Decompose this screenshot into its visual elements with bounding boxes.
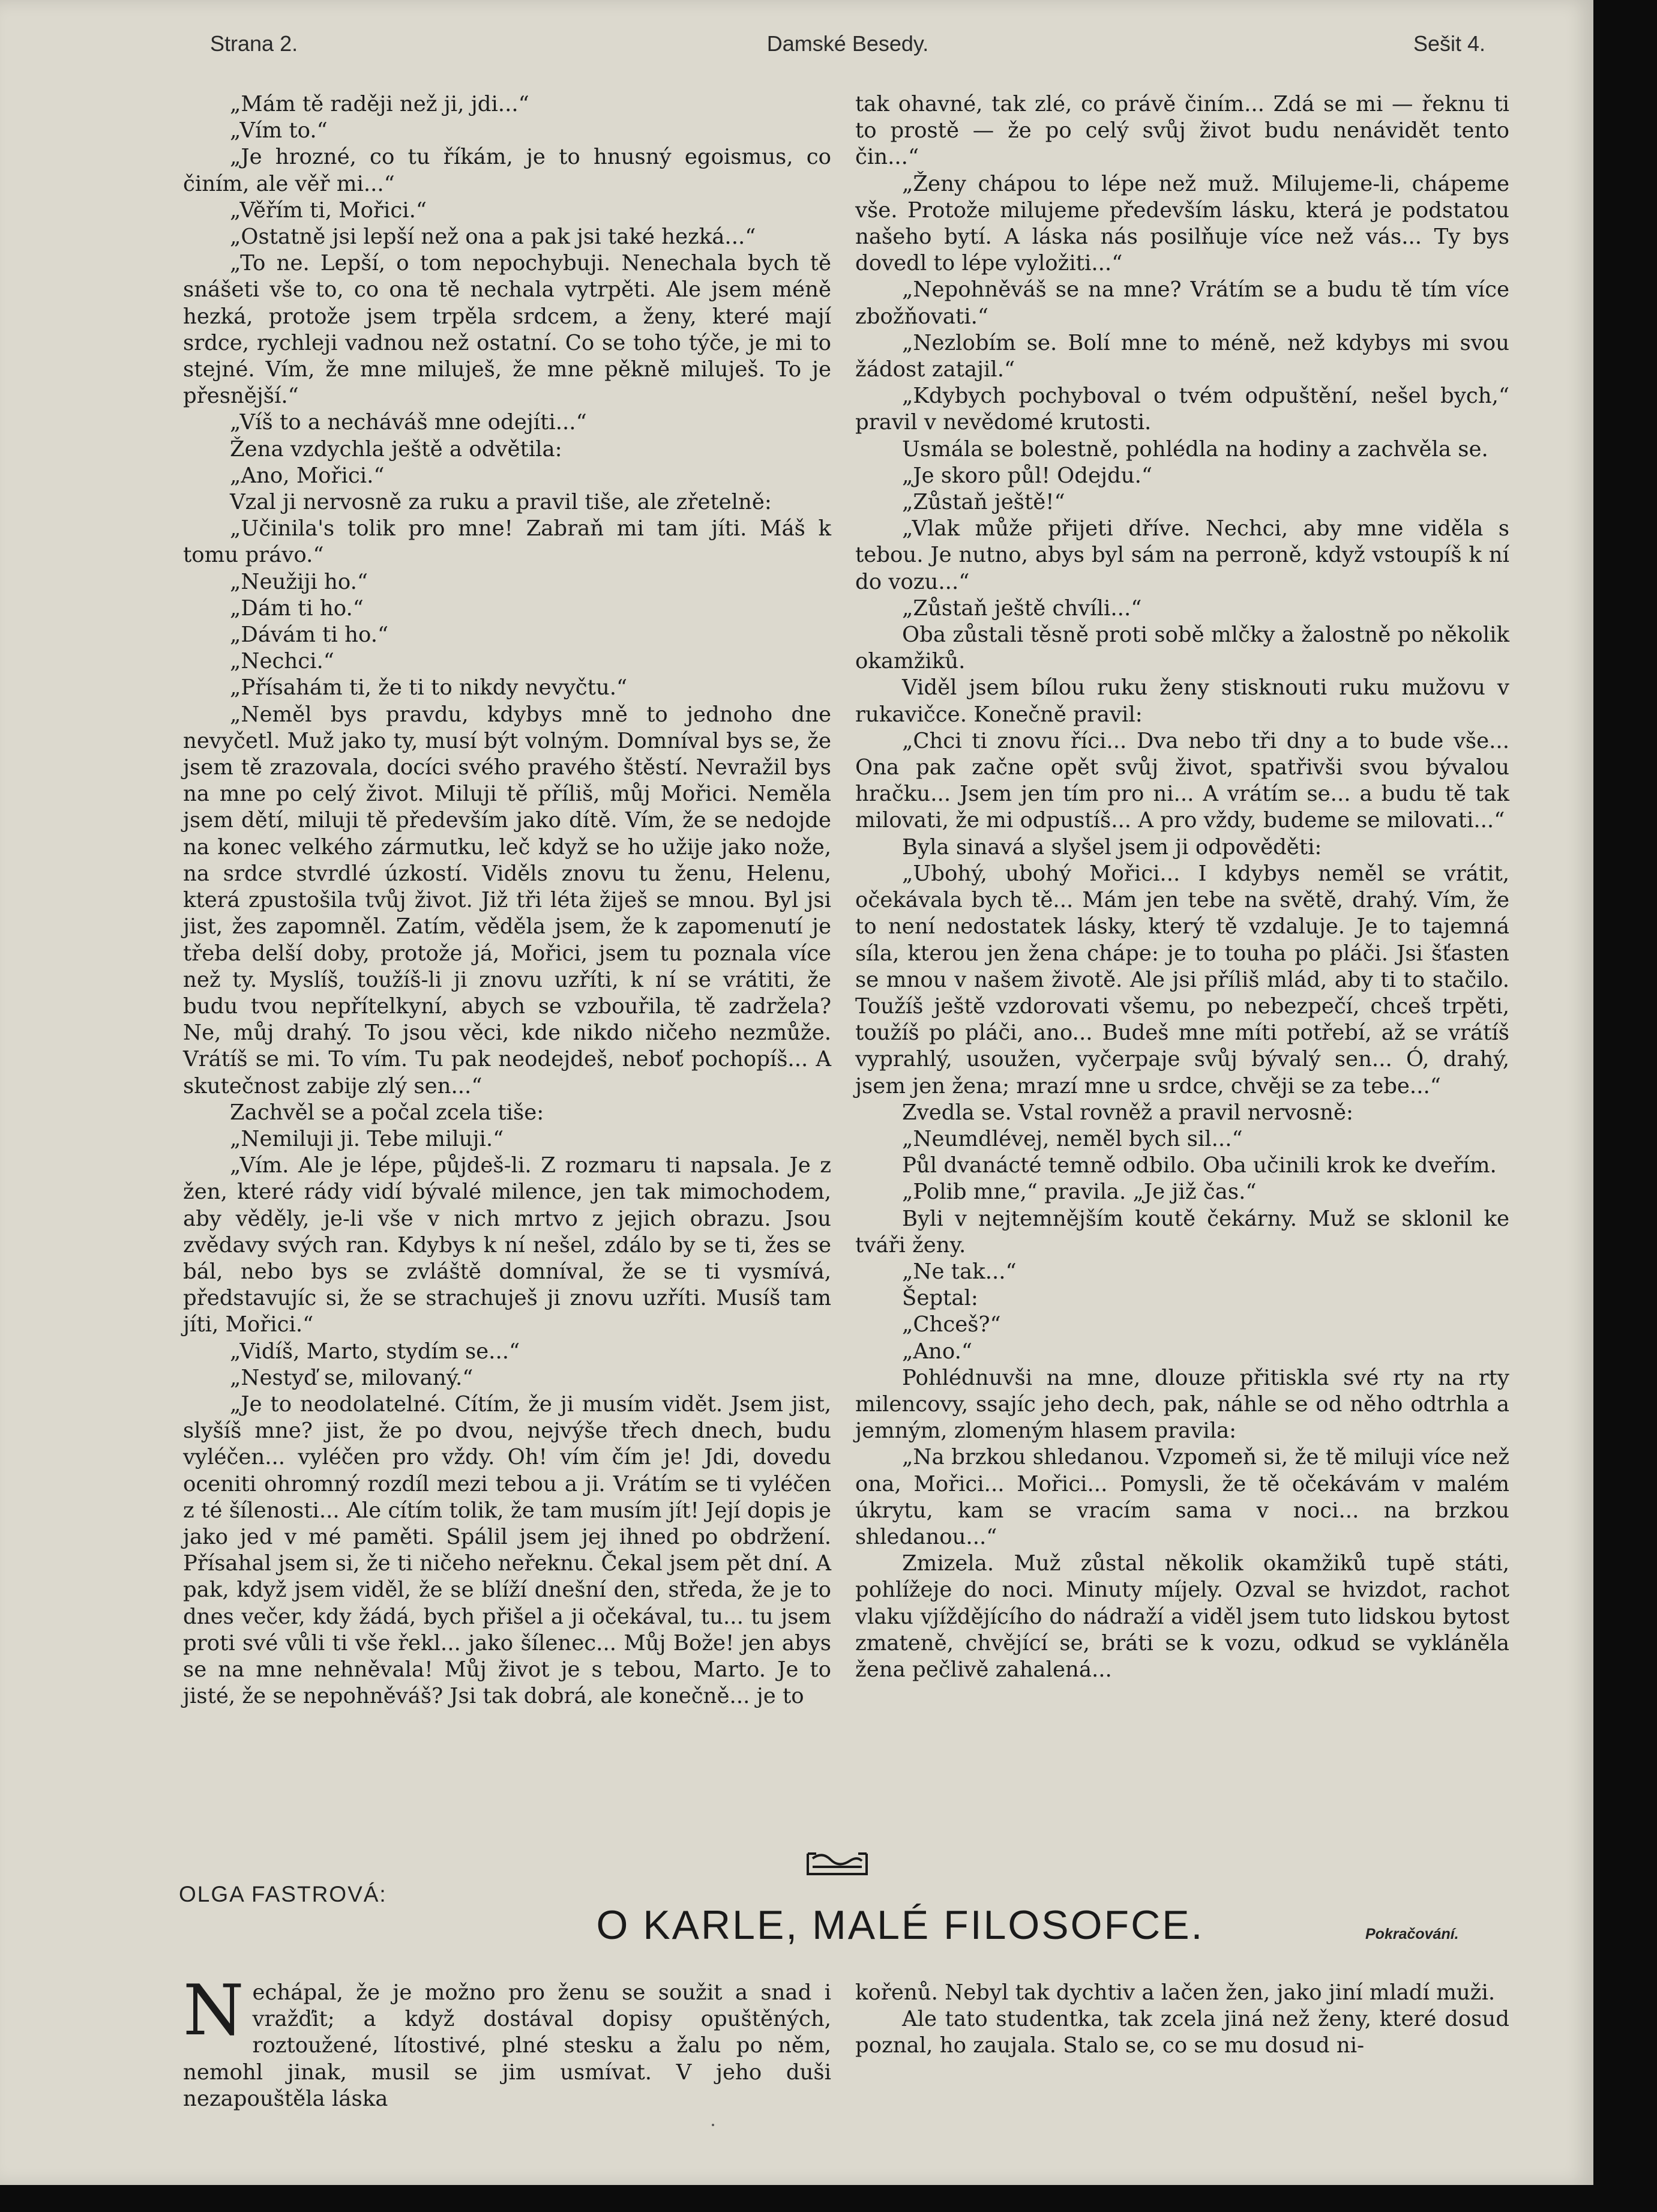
paragraph: „Nechci.“ — [230, 649, 334, 674]
paragraph: Zvedla se. Vstal rovněž a pravil nervosně: — [902, 1100, 1353, 1125]
paragraph: „Vím to.“ — [230, 118, 328, 143]
drop-cap: N — [183, 1970, 244, 2051]
paragraph: tak ohavné, tak zlé, co právě činím... Zdá se mi — řeknu ti to prostě — že po celý svůj život budu nenávidět tento čin...“ — [855, 92, 1509, 170]
paragraph: kořenů. Nebyl tak dychtiv a lačen žen, jako jiní mladí muži. — [855, 1980, 1496, 2005]
continued-note: Pokračování. — [1365, 1926, 1459, 1942]
paragraph: „Věřím ti, Mořici.“ — [230, 197, 427, 223]
paragraph: „Je hrozné, co tu říkám, je to hnusný egoismus, co činím, ale věř mi...“ — [183, 145, 831, 196]
paragraph: Půl dvanácté temně odbilo. Oba učinili krok ke dveřím. — [902, 1153, 1497, 1178]
paragraph: „Dávám ti ho.“ — [230, 622, 389, 648]
paragraph: „Ostatně jsi lepší než ona a pak jsi také hezká...“ — [230, 225, 756, 250]
paragraph: Usmála se bolestně, pohlédla na hodiny a zachvěla se. — [902, 436, 1488, 462]
paragraph: „Vlak může přijeti dříve. Nechci, aby mne viděla s tebou. Je nutno, abys byl sám na perroně, když vstoupíš k ní do vozu...“ — [855, 516, 1509, 594]
paragraph: „Neumdlévej, neměl bych sil...“ — [902, 1126, 1243, 1151]
paragraph: „Je to neodolatelné. Cítím, že ji musím vidět. Jsem jist, slyšíš mne? jist, že po dvou, nejvýše třech dnech, budu vyléčen... vyléčen pro vždy. Oh! vím čím je! Jdi, dovedu oceniti ohromný rozdíl mezi tebou a ji. Vrátím se ti vyléčen z té šílenosti... Ale cítím tolik, že tam musím jít! Její dopis je jako jed v mé paměti. Spálil jsem jej ihned po obdržení. Přísahal jsem si, že ti ničeho neřeknu. Čekal jsem pět dní. A pak, když jsem viděl, že se blíží dnešní den, středa, že je to dnes večer, kdy žádá, bych přišel a ji očekával, tu... tu jsem proti své vůli ti vše řekl... jako šílenec... Můj Bože! jen abys se na mne nehněvala! Můj život je s tebou, Marto. Je to jisté, že se nepohněváš? Jsi tak dobrá, ale konečně... je to — [183, 1391, 831, 1709]
magazine-title: Damské Besedy. — [766, 31, 929, 56]
page-header — [204, 31, 1491, 67]
paragraph: „Víš to a necháváš mne odejíti...“ — [230, 410, 587, 435]
paragraph: „Nestyď se, milovaný.“ — [230, 1365, 474, 1390]
paragraph: „Kdybych pochyboval o tvém odpuštění, nešel bych,“ pravil v nevědomé krutosti. — [855, 384, 1509, 435]
paragraph: „Ano.“ — [902, 1339, 973, 1364]
paragraph: „Zůstaň ještě!“ — [902, 490, 1065, 515]
paragraph: „Ne tak...“ — [902, 1259, 1017, 1284]
paragraph: „To ne. Lepší, o tom nepochybuji. Nenechala bych tě snášeti vše to, co ona tě nechala vytrpěti. Ale jsem méně hezká, protože jsem trpěla srdcem, a ženy, které mají srdce, rychleji vadnou než ostatní. Co se toho týče, je mi to stejné. Vím, že mne miluješ, že mne pěkně miluješ. To je přesnější.“ — [183, 251, 831, 409]
paragraph: „Je skoro půl! Odejdu.“ — [902, 463, 1153, 488]
paragraph: „Nemiluji ji. Tebe miluji.“ — [230, 1126, 504, 1151]
paragraph: „Ano, Mořici.“ — [230, 463, 385, 488]
paragraph: Byla sinavá a slyšel jsem ji odpověděti: — [902, 834, 1322, 860]
story-right-column — [855, 1980, 1509, 2060]
paragraph — [183, 1970, 831, 2112]
issue-number: Sešit 4. — [1413, 31, 1485, 56]
paragraph: Oba zůstali těsně proti sobě mlčky a žalostně po několik okamžiků. — [855, 622, 1509, 674]
paragraph: „Nezlobím se. Bolí mne to méně, než kdybys mi svou žádost zatajil.“ — [855, 330, 1509, 382]
paragraph: Ale tato studentka, tak zcela jiná než ženy, které dosud poznal, ho zaujala. Stalo se, co se mu dosud ni- — [855, 2007, 1509, 2058]
paragraph: „Polib mne,“ pravila. „Je již čas.“ — [902, 1180, 1257, 1205]
paragraph: „Ženy chápou to lépe než muž. Milujeme-li, chápeme vše. Protože milujeme především lásku, která je podstatou našeho bytí. A láska nás posilňuje více než vás... Ty bys dovedl to lépe vyložiti...“ — [855, 171, 1509, 276]
paragraph: „Přísahám ti, že ti to nikdy nevyčtu.“ — [230, 675, 628, 701]
paragraph: „Ubohý, ubohý Mořici... I kdybys neměl se vrátit, očekávala bych tě... Mám jen tebe na světě, drahý. Vím, že to není nedostatek lásky, který tě vzdaluje. Je to tajemná síla, kterou jen žena chápe: je to touha po pláči. Jsi šťasten se mnou v našem životě. Ale jsi příliš mlád, aby ti to stačilo. Toužíš ještě vzdorovati všemu, po nebezpečí, chceš trpěti, toužíš po pláči, ano... Budeš mne míti potřebí, až se vrátíš vyprahlý, usoužen, vyčerpaje svůj bývalý sen... Ó, drahý, jsem jen žena; mrazí mne u srdce, chvěji se za tebe...“ — [855, 861, 1509, 1098]
paragraph: Zachvěl se a počal zcela tiše: — [230, 1100, 544, 1125]
paragraph: Byli v nejtemnějším koutě čekárny. Muž se sklonil ke tváři ženy. — [855, 1206, 1509, 1258]
right-column — [855, 91, 1509, 1683]
left-column — [183, 91, 831, 1710]
paragraph: Viděl jsem bílou ruku ženy stisknouti ruku mužovu v rukavičce. Konečně pravil: — [855, 675, 1509, 727]
paragraph: „Chceš?“ — [902, 1312, 1001, 1337]
paragraph: „Neměl bys pravdu, kdybys mně to jednoho dne nevyčetl. Muž jako ty, musí být volným. Domníval bys se, že jsem tě zrazovala, docíci svého pravého štěstí. Nevražil bys na mne po celý život. Miluji tě příliš, můj Mořici. Neměla jsem dětí, miluji tě především jako dítě. Vím, že se nedojde na konec velkého zármutku, leč když se ho užije jako nože, na srdce stvrdlé úzkostí. Viděls znovu tu ženu, Helenu, která zpustošila tvůj život. Již tři léta žiješ se mnou. Byl jsi jist, žes zapomněl. Zatím, věděla jsem, že k zapomenutí je třeba delší doby, protože já, Mořici, jsem tu poznala více než ty. Myslíš, toužíš-li ji znovu uzříti, k ní se vrátiti, že budu tvou nepřítelkyní, abych se vzbouřila, tě zadržela? Ne, můj drahý. To jsou věci, kde nikdo ničeho nezmůže. Vrátíš se mi. To vím. Tu pak neodejdeš, neboť pochopíš... A skutečnost zabije zlý sen...“ — [183, 702, 831, 1098]
paragraph: „Vidíš, Marto, stydím se...“ — [230, 1339, 520, 1364]
paragraph: „Mám tě raději než ji, jdi...“ — [230, 92, 529, 116]
paragraph: Zmizela. Muž zůstal několik okamžiků tupě státi, pohlížeje do noci. Minuty míjely. Ozval se hvizdot, rachot vlaku vjíždějícího do nádraží a viděl jsem tuto lidskou bytost zmateně, chvějící se, bráti se k vozu, odkud se vykláněla žena pečlivě zahalená... — [855, 1551, 1509, 1682]
paragraph: Vzal ji nervosně za ruku a pravil tiše, ale zřetelně: — [230, 490, 772, 515]
paragraph: „Na brzkou shledanou. Vzpomeň si, že tě miluji více než ona, Mořici... Mořici... Pomysli, že tě očekávám v malém úkrytu, kam se vracím sama v noci... na brzkou shledanou...“ — [855, 1445, 1509, 1549]
paragraph: „Dám ti ho.“ — [230, 595, 364, 621]
paragraph: „Nepohněváš se na mne? Vrátím se a budu tě tím více zbožňovati.“ — [855, 277, 1509, 329]
story-left-column — [183, 1970, 831, 2112]
paragraph: „Zůstaň ještě chvíli...“ — [902, 595, 1142, 621]
paragraph: „Neužiji ho.“ — [230, 569, 368, 594]
print-speck — [712, 2124, 714, 2126]
article-title: O KARLE, MALÉ FILOSOFCE. — [596, 1902, 1204, 1948]
article-author: OLGA FASTROVÁ: — [179, 1882, 387, 1906]
paragraph: Šeptal: — [902, 1286, 978, 1311]
paragraph: Pohlédnuvši na mne, dlouze přitiskla své rty na rty milencovy, ssajíc jeho dech, pak, náhle se od něho odtrhla a jemným, zlomeným hlasem pravila: — [855, 1365, 1509, 1444]
page-number: Strana 2. — [210, 31, 298, 56]
paragraph: Žena vzdychla ještě a odvětila: — [230, 436, 562, 462]
paragraph: „Vím. Ale je lépe, půjdeš-li. Z rozmaru ti napsala. Je z žen, které rády vidí bývalé milence, jen tak mimochodem, aby věděly, je-li vše v nich mrtvo z jejich obrazu. Jsou zvědavy svých ran. Kdybys k ní nešel, zdálo by se ti, žes se bál, nebo bys se zvláště domníval, že se ti vysmívá, představujíc si, že se strachuješ ji znovu uzříti. Musíš tam jíti, Mořici.“ — [183, 1153, 831, 1337]
ornament-divider-icon — [804, 1848, 870, 1879]
story-text: echápal, že je možno pro ženu se soužit a snad i vražďit; a když dostával dopisy opuštěných, roztoužené, lítostivé, plné stesku a žalu po něm, nemohl jinak, musil se jim usmívat. V jeho duši nezapouštěla láska — [183, 1980, 831, 2111]
paragraph: „Chci ti znovu říci... Dva nebo tři dny a to bude vše... Ona pak začne opět svůj život, spatřivši svou bývalou hračku... Jsem jen tím pro ni... A vrátím se... a budu tě tak milovati, že mi odpustíš... A pro vždy, budeme se milovati...“ — [855, 728, 1509, 833]
paragraph: „Učinila's tolik pro mne! Zabraň mi tam jíti. Máš k tomu právo.“ — [183, 516, 831, 568]
